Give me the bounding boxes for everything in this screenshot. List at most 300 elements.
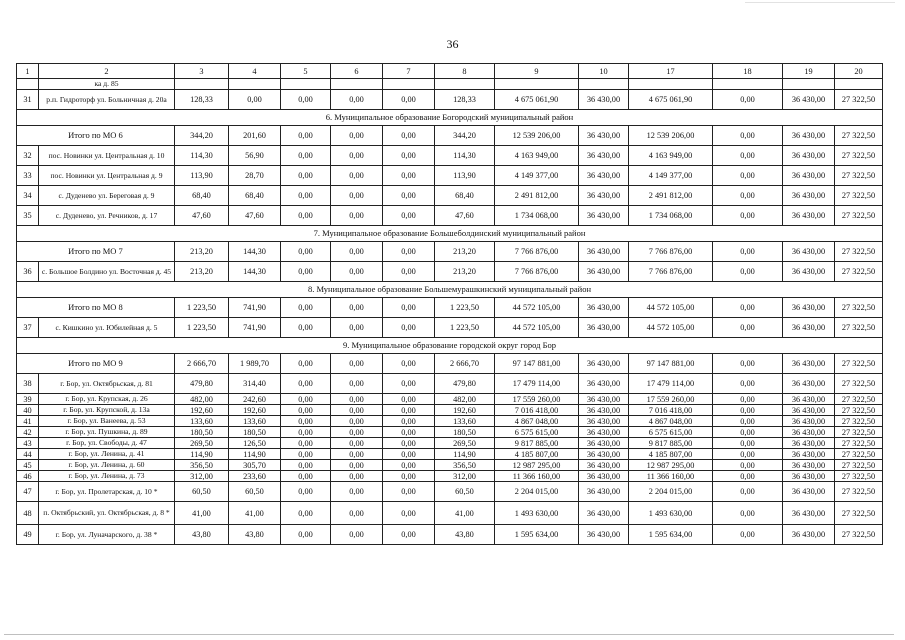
value-cell: 144,30 [229, 242, 281, 262]
column-header: 3 [175, 64, 229, 79]
total-label: Итого по МО 6 [17, 126, 175, 146]
address-cell: г. Бор, ул. Крупская, д. 26 [39, 394, 175, 405]
value-cell: 128,33 [435, 90, 495, 110]
row-number: 43 [17, 438, 39, 449]
value-cell: 4 163 949,00 [495, 146, 579, 166]
total-label: Итого по МО 7 [17, 242, 175, 262]
value-cell: 0,00 [383, 206, 435, 226]
value-cell [175, 79, 229, 90]
row-number: 46 [17, 471, 39, 482]
table-row [17, 206, 883, 226]
value-cell: 43,80 [435, 525, 495, 545]
value-cell: 0,00 [281, 394, 331, 405]
value-cell [331, 79, 383, 90]
value-cell: 114,90 [229, 449, 281, 460]
value-cell: 133,60 [229, 416, 281, 427]
value-cell: 0,00 [281, 166, 331, 186]
value-cell: 47,60 [175, 206, 229, 226]
value-cell: 36 430,00 [579, 460, 629, 471]
value-cell: 36 430,00 [579, 405, 629, 416]
value-cell: 0,00 [281, 318, 331, 338]
table-row [17, 374, 883, 394]
value-cell: 27 322,50 [835, 242, 883, 262]
value-cell: 0,00 [383, 471, 435, 482]
row-number: 45 [17, 460, 39, 471]
section-title: 9. Муниципальное образование городской округ город Бор [17, 338, 883, 354]
value-cell: 0,00 [713, 298, 783, 318]
total-row [17, 242, 883, 262]
value-cell: 0,00 [281, 525, 331, 545]
value-cell: 17 479 114,00 [495, 374, 579, 394]
value-cell: 60,50 [229, 482, 281, 502]
row-number: 39 [17, 394, 39, 405]
row-number: 36 [17, 262, 39, 282]
value-cell: 0,00 [331, 374, 383, 394]
row-number [17, 79, 39, 90]
address-cell: г. Бор, ул. Ленина, д. 73 [39, 471, 175, 482]
value-cell: 36 430,00 [783, 471, 835, 482]
column-header: 1 [17, 64, 39, 79]
value-cell: 4 675 061,90 [495, 90, 579, 110]
value-cell: 7 016 418,00 [629, 405, 713, 416]
value-cell: 213,20 [175, 242, 229, 262]
value-cell: 36 430,00 [783, 146, 835, 166]
table-row [17, 525, 883, 545]
row-number: 49 [17, 525, 39, 545]
value-cell: 0,00 [281, 502, 331, 525]
value-cell: 4 185 807,00 [629, 449, 713, 460]
value-cell [579, 79, 629, 90]
value-cell: 36 430,00 [579, 374, 629, 394]
value-cell: 0,00 [713, 126, 783, 146]
value-cell [229, 79, 281, 90]
value-cell: 356,50 [435, 460, 495, 471]
row-number: 41 [17, 416, 39, 427]
value-cell: 0,00 [383, 318, 435, 338]
value-cell: 0,00 [331, 427, 383, 438]
value-cell: 36 430,00 [579, 354, 629, 374]
value-cell: 27 322,50 [835, 449, 883, 460]
value-cell: 4 675 061,90 [629, 90, 713, 110]
value-cell: 27 322,50 [835, 438, 883, 449]
value-cell: 0,00 [331, 90, 383, 110]
value-cell: 0,00 [281, 405, 331, 416]
row-number: 40 [17, 405, 39, 416]
value-cell: 0,00 [383, 438, 435, 449]
table-row [17, 262, 883, 282]
value-cell: 36 430,00 [579, 186, 629, 206]
value-cell: 60,50 [435, 482, 495, 502]
value-cell: 0,00 [281, 206, 331, 226]
value-cell: 0,00 [281, 482, 331, 502]
column-header: 4 [229, 64, 281, 79]
value-cell: 36 430,00 [579, 394, 629, 405]
value-cell: 1 595 634,00 [629, 525, 713, 545]
value-cell: 2 666,70 [435, 354, 495, 374]
row-number: 42 [17, 427, 39, 438]
table-row [17, 502, 883, 525]
total-row [17, 298, 883, 318]
table-row [17, 471, 883, 482]
value-cell: 4 867 048,00 [629, 416, 713, 427]
value-cell: 114,30 [435, 146, 495, 166]
value-cell: 0,00 [281, 374, 331, 394]
value-cell: 36 430,00 [579, 262, 629, 282]
value-cell: 0,00 [281, 262, 331, 282]
value-cell [713, 79, 783, 90]
value-cell: 0,00 [383, 482, 435, 502]
value-cell: 479,80 [175, 374, 229, 394]
value-cell [629, 79, 713, 90]
value-cell: 114,90 [175, 449, 229, 460]
value-cell: 36 430,00 [783, 394, 835, 405]
row-number: 31 [17, 90, 39, 110]
value-cell: 0,00 [281, 242, 331, 262]
value-cell: 17 559 260,00 [495, 394, 579, 405]
page-number: 36 [446, 37, 459, 51]
value-cell: 0,00 [383, 449, 435, 460]
value-cell: 180,50 [435, 427, 495, 438]
value-cell: 0,00 [713, 206, 783, 226]
address-cell: г. Бор, ул. Ленина, д. 41 [39, 449, 175, 460]
value-cell: 1 223,50 [435, 298, 495, 318]
value-cell: 27 322,50 [835, 206, 883, 226]
value-cell: 12 539 206,00 [629, 126, 713, 146]
column-header: 8 [435, 64, 495, 79]
value-cell: 312,00 [435, 471, 495, 482]
value-cell: 0,00 [383, 460, 435, 471]
section-row [17, 338, 883, 354]
value-cell: 0,00 [331, 416, 383, 427]
value-cell: 1 223,50 [175, 298, 229, 318]
value-cell [835, 79, 883, 90]
value-cell: 36 430,00 [579, 242, 629, 262]
row-number: 37 [17, 318, 39, 338]
value-cell: 741,90 [229, 318, 281, 338]
value-cell: 27 322,50 [835, 405, 883, 416]
value-cell: 0,00 [331, 502, 383, 525]
value-cell: 0,00 [383, 427, 435, 438]
value-cell: 27 322,50 [835, 146, 883, 166]
value-cell: 0,00 [383, 242, 435, 262]
value-cell: 0,00 [713, 374, 783, 394]
value-cell: 12 539 206,00 [495, 126, 579, 146]
address-cell: ка д. 85 [39, 79, 175, 90]
table-row [17, 427, 883, 438]
value-cell: 741,90 [229, 298, 281, 318]
value-cell: 0,00 [331, 482, 383, 502]
value-cell: 36 430,00 [783, 298, 835, 318]
value-cell: 0,00 [713, 90, 783, 110]
value-cell: 0,00 [281, 427, 331, 438]
value-cell: 27 322,50 [835, 460, 883, 471]
value-cell: 36 430,00 [579, 90, 629, 110]
value-cell: 47,60 [229, 206, 281, 226]
value-cell: 2 491 812,00 [495, 186, 579, 206]
value-cell: 36 430,00 [579, 482, 629, 502]
table-body [17, 64, 883, 545]
value-cell: 27 322,50 [835, 262, 883, 282]
section-row [17, 226, 883, 242]
value-cell: 0,00 [281, 460, 331, 471]
value-cell: 0,00 [331, 449, 383, 460]
value-cell: 27 322,50 [835, 394, 883, 405]
value-cell: 4 163 949,00 [629, 146, 713, 166]
value-cell: 27 322,50 [835, 318, 883, 338]
address-cell: г. Бор, ул. Октябрьская, д. 81 [39, 374, 175, 394]
value-cell [383, 79, 435, 90]
table-row [17, 405, 883, 416]
value-cell: 36 430,00 [783, 318, 835, 338]
value-cell: 0,00 [331, 206, 383, 226]
value-cell: 0,00 [713, 186, 783, 206]
row-number: 44 [17, 449, 39, 460]
value-cell: 0,00 [383, 416, 435, 427]
value-cell: 0,00 [383, 166, 435, 186]
value-cell: 7 766 876,00 [495, 262, 579, 282]
scan-artifact-bottom [4, 634, 894, 635]
value-cell: 0,00 [713, 242, 783, 262]
row-number: 38 [17, 374, 39, 394]
value-cell [435, 79, 495, 90]
value-cell: 36 430,00 [783, 427, 835, 438]
value-cell: 12 987 295,00 [629, 460, 713, 471]
value-cell: 27 322,50 [835, 126, 883, 146]
value-cell: 27 322,50 [835, 186, 883, 206]
row-number: 33 [17, 166, 39, 186]
value-cell: 0,00 [383, 262, 435, 282]
value-cell: 2 204 015,00 [495, 482, 579, 502]
value-cell: 36 430,00 [579, 449, 629, 460]
value-cell: 27 322,50 [835, 354, 883, 374]
address-cell: г. Бор, ул. Ванеева, д. 53 [39, 416, 175, 427]
value-cell: 0,00 [331, 354, 383, 374]
value-cell: 44 572 105,00 [629, 298, 713, 318]
value-cell: 192,60 [175, 405, 229, 416]
value-cell: 0,00 [713, 394, 783, 405]
value-cell: 28,70 [229, 166, 281, 186]
value-cell: 44 572 105,00 [629, 318, 713, 338]
value-cell: 0,00 [713, 416, 783, 427]
value-cell: 0,00 [331, 471, 383, 482]
value-cell: 2 491 812,00 [629, 186, 713, 206]
table-row [17, 449, 883, 460]
value-cell: 1 734 068,00 [629, 206, 713, 226]
value-cell: 0,00 [281, 146, 331, 166]
value-cell: 0,00 [713, 460, 783, 471]
row-number: 34 [17, 186, 39, 206]
address-cell: г. Бор, ул. Свободы, д. 47 [39, 438, 175, 449]
value-cell: 27 322,50 [835, 427, 883, 438]
value-cell [495, 79, 579, 90]
value-cell: 0,00 [713, 354, 783, 374]
value-cell: 0,00 [281, 298, 331, 318]
value-cell: 0,00 [713, 405, 783, 416]
value-cell: 114,90 [435, 449, 495, 460]
value-cell: 0,00 [383, 126, 435, 146]
column-header: 5 [281, 64, 331, 79]
value-cell: 0,00 [281, 438, 331, 449]
value-cell: 0,00 [383, 394, 435, 405]
value-cell: 1 493 630,00 [495, 502, 579, 525]
value-cell: 1 989,70 [229, 354, 281, 374]
value-cell: 0,00 [331, 186, 383, 206]
value-cell: 144,30 [229, 262, 281, 282]
section-row [17, 110, 883, 126]
value-cell: 0,00 [331, 166, 383, 186]
value-cell: 1 734 068,00 [495, 206, 579, 226]
value-cell: 0,00 [281, 354, 331, 374]
table-row [17, 416, 883, 427]
value-cell: 482,00 [175, 394, 229, 405]
table-row [17, 186, 883, 206]
address-cell: с. Дуденево, ул. Речников, д. 17 [39, 206, 175, 226]
value-cell: 0,00 [383, 374, 435, 394]
table-row [17, 394, 883, 405]
column-header: 19 [783, 64, 835, 79]
value-cell: 242,60 [229, 394, 281, 405]
value-cell: 312,00 [175, 471, 229, 482]
value-cell: 201,60 [229, 126, 281, 146]
value-cell: 36 430,00 [579, 502, 629, 525]
column-header: 18 [713, 64, 783, 79]
value-cell: 27 322,50 [835, 525, 883, 545]
value-cell: 36 430,00 [579, 438, 629, 449]
value-cell: 36 430,00 [783, 438, 835, 449]
table-row [17, 318, 883, 338]
value-cell: 0,00 [383, 525, 435, 545]
value-cell: 36 430,00 [579, 427, 629, 438]
address-cell: с. Дуденево ул. Береговая д. 9 [39, 186, 175, 206]
value-cell: 44 572 105,00 [495, 298, 579, 318]
column-header: 2 [39, 64, 175, 79]
table-row [17, 146, 883, 166]
value-cell: 0,00 [383, 405, 435, 416]
value-cell: 41,00 [435, 502, 495, 525]
value-cell: 7 766 876,00 [629, 242, 713, 262]
value-cell: 180,50 [229, 427, 281, 438]
value-cell: 36 430,00 [783, 354, 835, 374]
value-cell: 56,90 [229, 146, 281, 166]
value-cell: 97 147 881,00 [629, 354, 713, 374]
value-cell: 27 322,50 [835, 166, 883, 186]
value-cell: 6 575 615,00 [629, 427, 713, 438]
value-cell: 0,00 [331, 298, 383, 318]
value-cell: 36 430,00 [579, 298, 629, 318]
value-cell: 1 223,50 [435, 318, 495, 338]
value-cell: 356,50 [175, 460, 229, 471]
column-header: 10 [579, 64, 629, 79]
value-cell: 0,00 [713, 166, 783, 186]
value-cell: 0,00 [383, 90, 435, 110]
value-cell: 269,50 [175, 438, 229, 449]
section-title: 8. Муниципальное образование Большемурашкинский муниципальный район [17, 282, 883, 298]
value-cell: 4 149 377,00 [495, 166, 579, 186]
value-cell: 12 987 295,00 [495, 460, 579, 471]
table-row [17, 482, 883, 502]
value-cell: 36 430,00 [783, 374, 835, 394]
total-label: Итого по МО 9 [17, 354, 175, 374]
row-number: 35 [17, 206, 39, 226]
value-cell: 128,33 [175, 90, 229, 110]
value-cell: 0,00 [383, 298, 435, 318]
value-cell: 36 430,00 [579, 471, 629, 482]
value-cell: 233,60 [229, 471, 281, 482]
table-row [17, 438, 883, 449]
value-cell: 9 817 885,00 [629, 438, 713, 449]
value-cell: 36 430,00 [783, 460, 835, 471]
value-cell: 36 430,00 [579, 318, 629, 338]
value-cell: 27 322,50 [835, 482, 883, 502]
table-row [17, 166, 883, 186]
value-cell: 7 016 418,00 [495, 405, 579, 416]
value-cell: 11 366 160,00 [629, 471, 713, 482]
value-cell: 0,00 [281, 90, 331, 110]
value-cell: 17 479 114,00 [629, 374, 713, 394]
value-cell: 482,00 [435, 394, 495, 405]
value-cell: 68,40 [229, 186, 281, 206]
value-cell: 36 430,00 [783, 262, 835, 282]
value-cell: 213,20 [435, 262, 495, 282]
value-cell: 0,00 [331, 405, 383, 416]
value-cell: 0,00 [281, 449, 331, 460]
value-cell: 344,20 [175, 126, 229, 146]
value-cell: 43,80 [175, 525, 229, 545]
value-cell: 27 322,50 [835, 416, 883, 427]
value-cell: 27 322,50 [835, 471, 883, 482]
value-cell: 6 575 615,00 [495, 427, 579, 438]
table-row [17, 90, 883, 110]
value-cell: 27 322,50 [835, 502, 883, 525]
housing-table [16, 63, 883, 545]
value-cell: 479,80 [435, 374, 495, 394]
value-cell: 36 430,00 [783, 482, 835, 502]
value-cell: 60,50 [175, 482, 229, 502]
value-cell: 11 366 160,00 [495, 471, 579, 482]
value-cell: 0,00 [383, 146, 435, 166]
address-cell: г. Бор, ул. Пролетарская, д. 10 * [39, 482, 175, 502]
total-row [17, 354, 883, 374]
value-cell: 0,00 [713, 449, 783, 460]
value-cell: 43,80 [229, 525, 281, 545]
value-cell: 36 430,00 [579, 126, 629, 146]
value-cell: 36 430,00 [783, 242, 835, 262]
value-cell: 17 559 260,00 [629, 394, 713, 405]
value-cell: 314,40 [229, 374, 281, 394]
value-cell: 36 430,00 [579, 206, 629, 226]
value-cell: 36 430,00 [783, 405, 835, 416]
value-cell: 41,00 [175, 502, 229, 525]
column-header: 6 [331, 64, 383, 79]
value-cell: 0,00 [383, 502, 435, 525]
value-cell: 0,00 [331, 126, 383, 146]
value-cell: 68,40 [175, 186, 229, 206]
value-cell: 213,20 [435, 242, 495, 262]
value-cell: 0,00 [383, 186, 435, 206]
value-cell: 36 430,00 [579, 525, 629, 545]
address-cell: г. Бор, ул. Пушкина, д. 89 [39, 427, 175, 438]
value-cell [281, 79, 331, 90]
address-cell: п. Октябрьский, ул. Октябрьская, д. 8 * [39, 502, 175, 525]
value-cell: 68,40 [435, 186, 495, 206]
value-cell: 47,60 [435, 206, 495, 226]
address-cell: г. Бор, ул. Ленина, д. 60 [39, 460, 175, 471]
value-cell: 269,50 [435, 438, 495, 449]
value-cell: 0,00 [383, 354, 435, 374]
row-number: 48 [17, 502, 39, 525]
value-cell: 44 572 105,00 [495, 318, 579, 338]
value-cell: 0,00 [713, 525, 783, 545]
